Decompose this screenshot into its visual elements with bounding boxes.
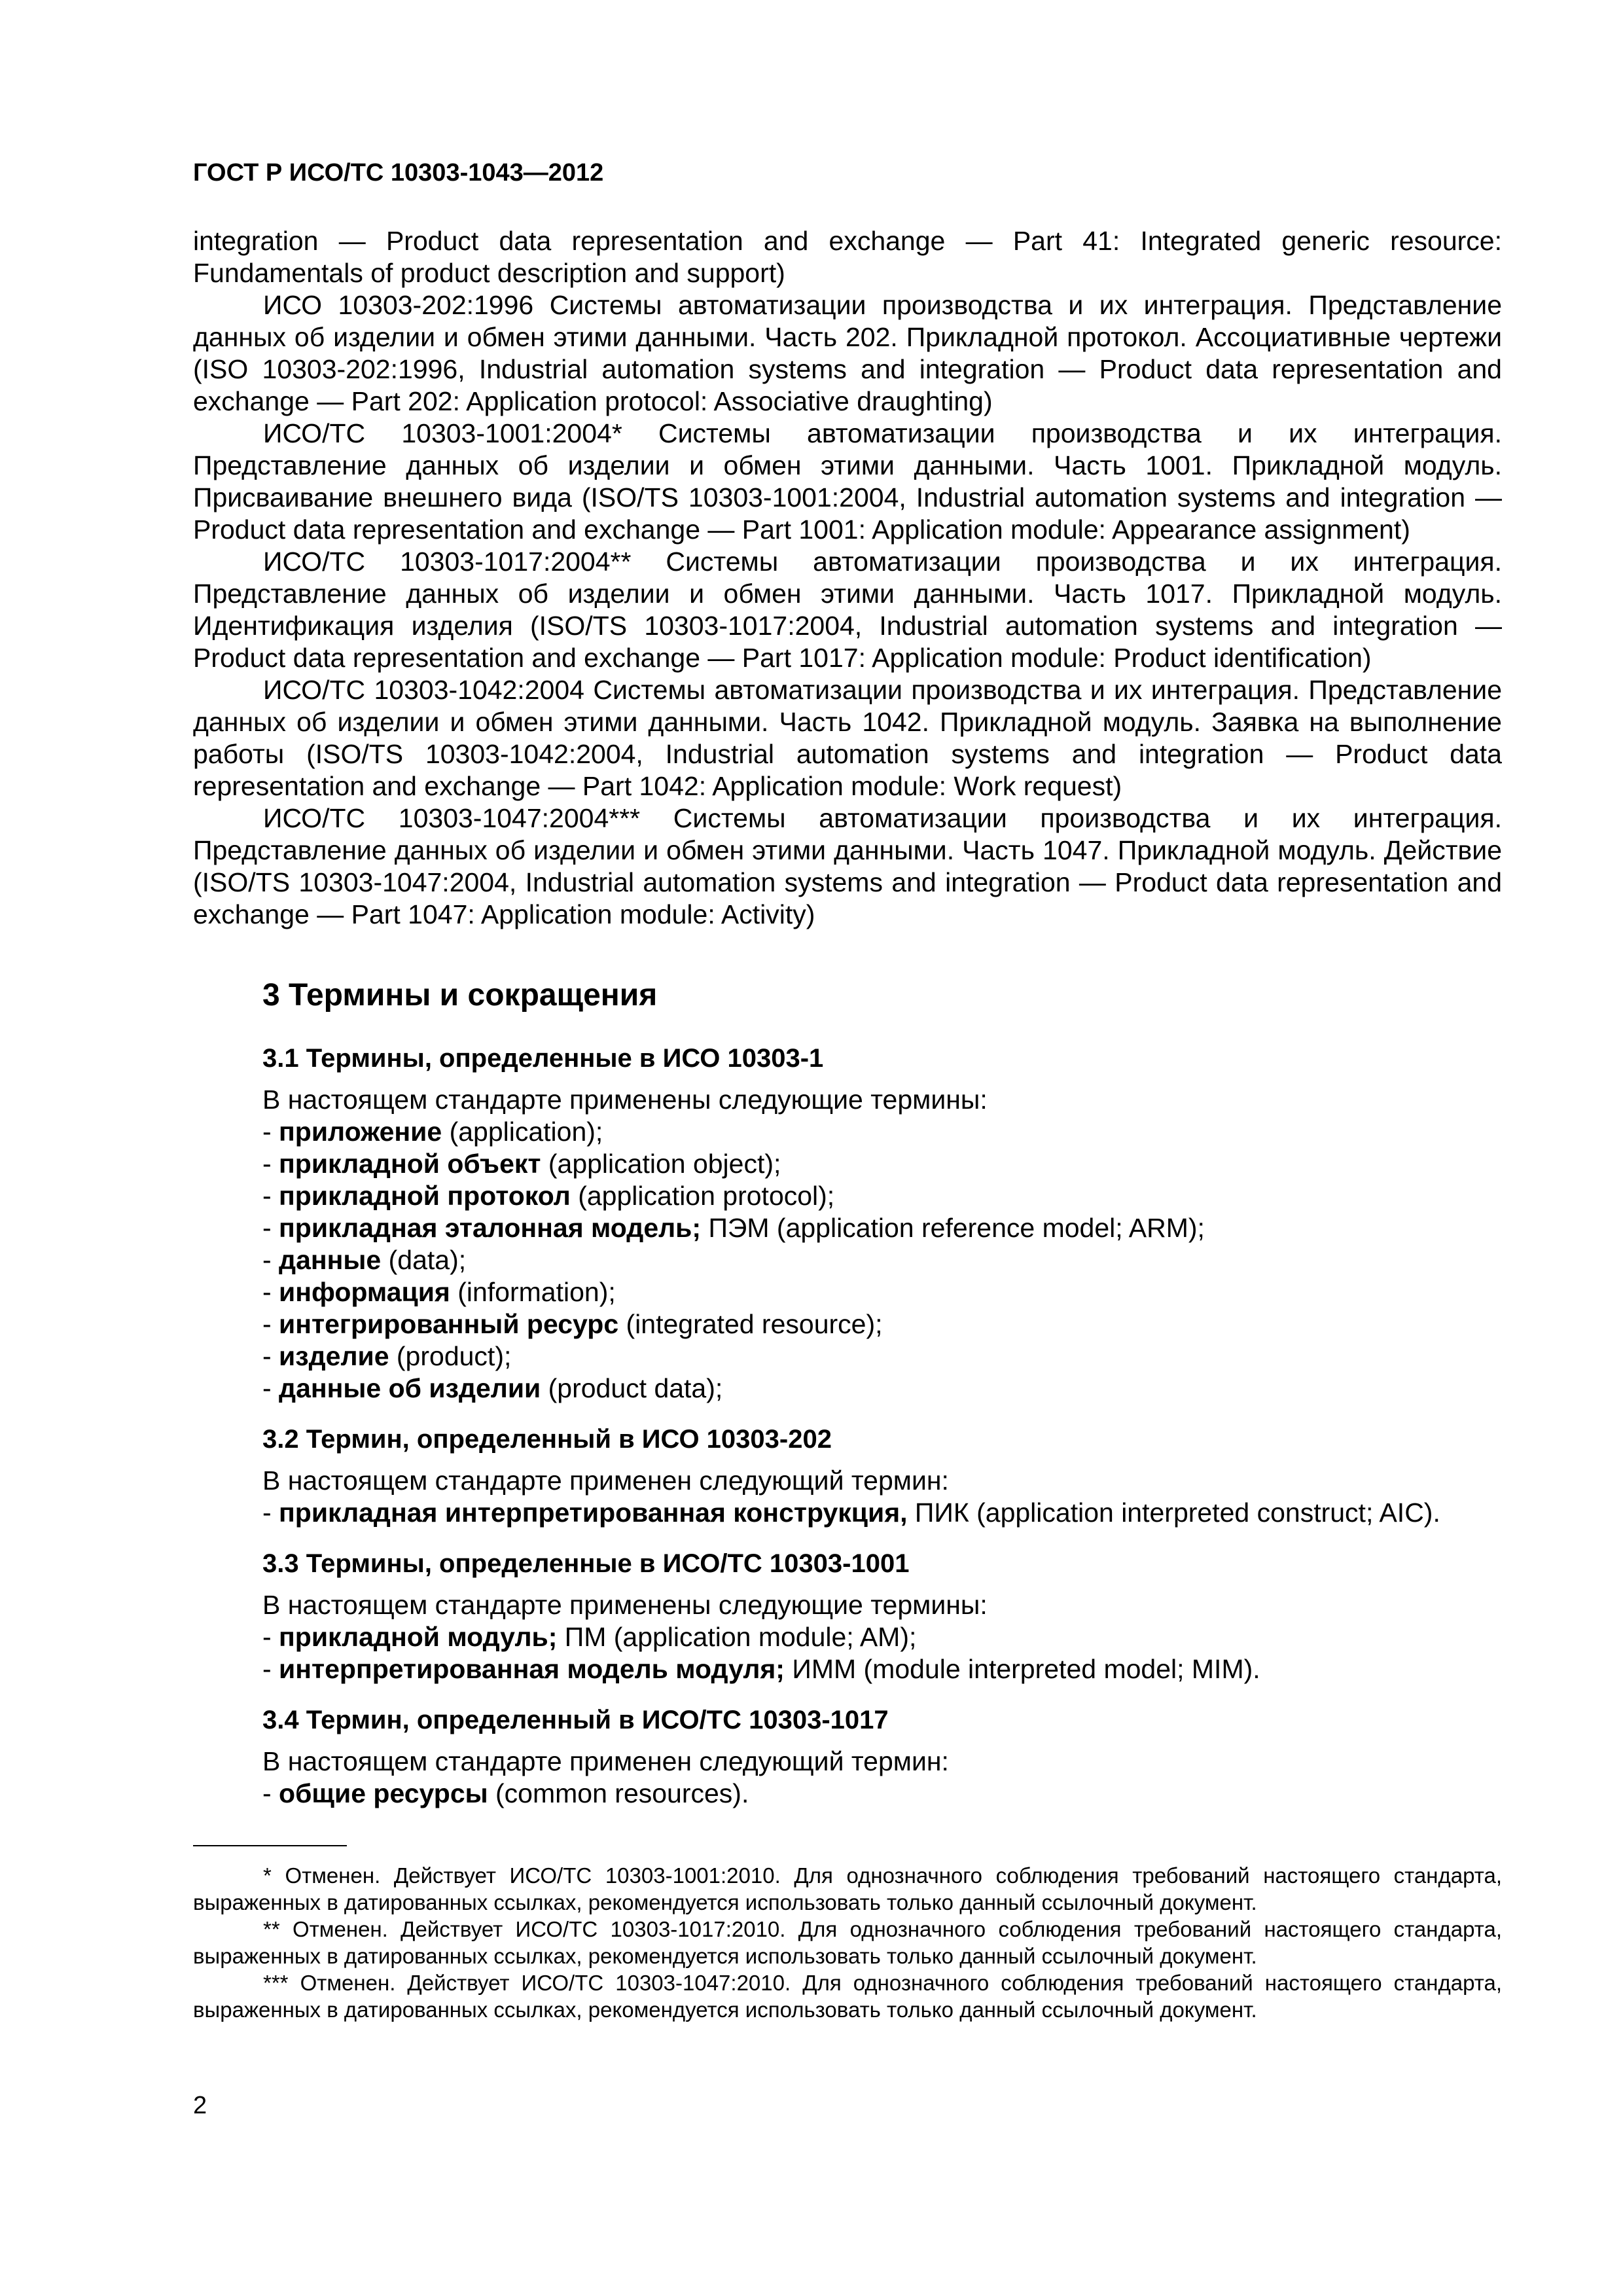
term-item: - прикладной модуль; ПМ (application module; AM); [262, 1622, 917, 1652]
page-number: 2 [193, 2092, 207, 2119]
term-detail: (data); [381, 1245, 467, 1275]
term-detail: ИММ (module interpreted model; MIM). [784, 1654, 1260, 1684]
footnote: *** Отменен. Действует ИСО/ТС 10303-1047:2010. Для однозначного соблюдения требований настоящего стандарта, выраженных в датированных ссылках, рекомендуется использовать только данный ссылочный документ. [193, 1971, 1502, 2022]
term-name: изделие [279, 1341, 389, 1371]
term-detail: ПИК (application interpreted construct; AIC). [907, 1498, 1440, 1528]
subsection-title: 3.3 Термины, определенные в ИСО/ТС 10303-1001 [262, 1549, 910, 1578]
footnote: * Отменен. Действует ИСО/ТС 10303-1001:2010. Для однозначного соблюдения требований настоящего стандарта, выраженных в датированных ссылках, рекомендуется использовать только данный ссылочный документ. [193, 1863, 1502, 1914]
reference-paragraph: ИСО/ТС 10303-1042:2004 Системы автоматизации производства и их интеграция. Представление данных об изделии и обмен этими данными. Часть 1042. Прикладной модуль. Заявка на выполнение работы (ISO/TS 10303-1042:2004, Industrial automation systems and integration — Product data representation and exchange — Part 1042: Application module: Work request) [193, 675, 1502, 801]
reference-paragraph: ИСО/ТС 10303-1047:2004*** Системы автоматизации производства и их интеграция. Представление данных об изделии и обмен этими данными. Часть 1047. Прикладной модуль. Действие (ISO/TS 10303-1047:2004, Industrial automation systems and integration — Product data representation and exchange — Part 1047: Application module: Activity) [193, 803, 1502, 929]
term-name: данные об изделии [279, 1373, 541, 1403]
term-item: - приложение (application); [262, 1117, 603, 1147]
term-detail: ПМ (application module; AM); [557, 1622, 917, 1652]
terms-intro: В настоящем стандарте применен следующий термин: [262, 1746, 949, 1776]
footnote: ** Отменен. Действует ИСО/ТС 10303-1017:2010. Для однозначного соблюдения требований настоящего стандарта, выраженных в датированных ссылках, рекомендуется использовать только данный ссылочный документ. [193, 1917, 1502, 1968]
terms-block [262, 1589, 1502, 1685]
term-item: - общие ресурсы (common resources). [262, 1778, 749, 1808]
terms-intro: В настоящем стандарте применены следующие термины: [262, 1590, 988, 1620]
term-detail: ПЭМ (application reference model; ARM); [701, 1213, 1205, 1243]
term-detail: (application protocol); [570, 1181, 835, 1211]
term-name: прикладной протокол [279, 1181, 571, 1211]
term-item: - данные об изделии (product data); [262, 1373, 723, 1403]
term-item: - данные (data); [262, 1245, 467, 1275]
section-title: 3 Термины и сокращения [262, 978, 658, 1013]
subsection-title: 3.4 Термин, определенный в ИСО/ТС 10303-1017 [262, 1706, 889, 1734]
term-item: - прикладная эталонная модель; ПЭМ (application reference model; ARM); [262, 1213, 1205, 1243]
term-detail: (application); [442, 1117, 603, 1147]
terms-block [262, 1746, 1502, 1810]
term-detail: (integrated resource); [618, 1309, 883, 1339]
term-name: информация [279, 1277, 450, 1307]
term-name: прикладная интерпретированная конструкция, [279, 1498, 908, 1528]
term-detail: (information); [450, 1277, 616, 1307]
reference-paragraph: ИСО/ТС 10303-1017:2004** Системы автоматизации производства и их интеграция. Представление данных об изделии и обмен этими данными. Часть 1017. Прикладной модуль. Идентификация изделия (ISO/TS 10303-1017:2004, Industrial automation systems and integration — Product data representation and exchange — Part 1017: Application module: Product identification) [193, 547, 1502, 673]
term-item: - интегрированный ресурс (integrated resource); [262, 1309, 883, 1339]
term-detail: (product); [389, 1341, 512, 1371]
term-name: интегрированный ресурс [279, 1309, 619, 1339]
footnotes [193, 1862, 1502, 2023]
term-item: - изделие (product); [262, 1341, 512, 1371]
term-detail: (common resources). [488, 1778, 749, 1808]
term-name: прикладной модуль; [279, 1622, 558, 1652]
subsection-title: 3.2 Термин, определенный в ИСО 10303-202 [262, 1425, 832, 1454]
terms-intro: В настоящем стандарте применен следующий термин: [262, 1465, 949, 1496]
term-item: - прикладной протокол (application protocol); [262, 1181, 835, 1211]
term-item: - информация (information); [262, 1277, 616, 1307]
terms-block [262, 1465, 1502, 1529]
term-name: приложение [279, 1117, 442, 1147]
reference-paragraph: ИСО/ТС 10303-1001:2004* Системы автоматизации производства и их интеграция. Представление данных об изделии и обмен этими данными. Часть 1001. Прикладной модуль. Присваивание внешнего вида (ISO/TS 10303-1001:2004, Industrial automation systems and integration — Product data representation and exchange — Part 1001: Application module: Appearance assignment) [193, 418, 1502, 545]
term-item: - интерпретированная модель модуля; ИММ (module interpreted model; MIM). [262, 1654, 1260, 1684]
terms-block [262, 1084, 1502, 1405]
document-page [193, 157, 1502, 2023]
term-name: данные [279, 1245, 382, 1275]
term-item: - прикладная интерпретированная конструкция, ПИК (application interpreted construct; AIC). [262, 1498, 1440, 1528]
term-name: общие ресурсы [279, 1778, 488, 1808]
term-name: прикладная эталонная модель; [279, 1213, 702, 1243]
term-name: интерпретированная модель модуля; [279, 1654, 785, 1684]
document-header: ГОСТ Р ИСО/ТС 10303-1043—2012 [193, 159, 604, 187]
reference-paragraph: ИСО 10303-202:1996 Системы автоматизации производства и их интеграция. Представление данных об изделии и обмен этими данными. Часть 202. Прикладной протокол. Ассоциативные чертежи (ISO 10303-202:1996, Industrial automation systems and integration — Product data representation and exchange — Part 202: Application protocol: Associative draughting) [193, 290, 1502, 416]
term-detail: (product data); [541, 1373, 723, 1403]
terms-intro: В настоящем стандарте применены следующие термины: [262, 1085, 988, 1115]
normative-references [193, 225, 1502, 931]
term-item: - прикладной объект (application object); [262, 1149, 781, 1179]
subsection-title: 3.1 Термины, определенные в ИСО 10303-1 [262, 1044, 824, 1073]
footnote-separator [193, 1845, 347, 1846]
reference-paragraph: integration — Product data representation and exchange — Part 41: Integrated generic resource: Fundamentals of product description and support) [193, 226, 1502, 288]
term-detail: (application object); [541, 1149, 781, 1179]
term-name: прикладной объект [279, 1149, 541, 1179]
